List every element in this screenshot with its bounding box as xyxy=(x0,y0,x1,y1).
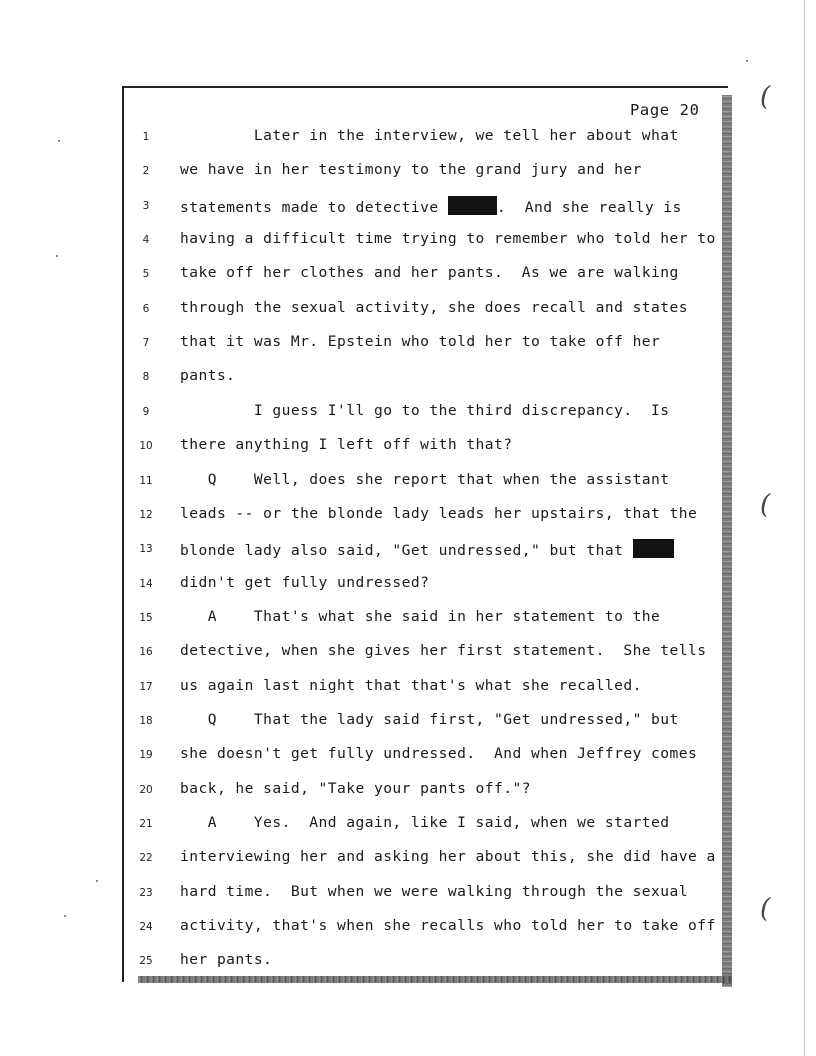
line-text-segment: Q Well, does she report that when the assistant xyxy=(180,470,670,488)
line-text xyxy=(180,196,682,216)
line-number: 10 xyxy=(139,440,153,453)
transcript-line xyxy=(0,466,816,500)
line-text-segment: through the sexual activity, she does recall and states xyxy=(180,298,688,316)
line-text-segment: didn't get fully undressed? xyxy=(180,573,430,591)
line-text-segment: . And she really is xyxy=(497,198,682,216)
line-text xyxy=(180,917,716,934)
scan-speck xyxy=(746,60,748,62)
transcript-line xyxy=(0,603,816,637)
line-text-segment: detective, when she gives her first statement. She tells xyxy=(180,642,707,660)
transcript-line xyxy=(0,672,816,706)
line-text xyxy=(180,883,688,900)
line-text-segment: pants. xyxy=(180,367,236,385)
line-number: 14 xyxy=(139,577,153,590)
line-text xyxy=(180,951,272,968)
line-text-segment: blonde lady also said, "Get undressed," but that xyxy=(180,542,633,560)
line-number: 24 xyxy=(139,921,153,934)
line-text-segment: take off her clothes and her pants. As we are walking xyxy=(180,264,679,282)
line-text xyxy=(180,711,679,728)
line-text xyxy=(180,814,670,831)
transcript-line xyxy=(0,637,816,671)
line-text xyxy=(180,333,660,350)
line-number: 3 xyxy=(142,199,150,212)
line-number: 20 xyxy=(139,783,153,796)
transcript-line xyxy=(0,225,816,259)
line-text-segment: I guess I'll go to the third discrepancy. Is xyxy=(180,401,670,419)
line-text-segment: back, he said, "Take your pants off."? xyxy=(180,779,531,797)
line-number: 19 xyxy=(139,749,153,762)
line-text xyxy=(180,745,697,762)
transcript-line xyxy=(0,843,816,877)
line-number: 12 xyxy=(139,508,153,521)
line-text xyxy=(180,367,235,384)
line-number: 1 xyxy=(142,131,150,143)
transcript-line xyxy=(0,259,816,293)
line-number: 4 xyxy=(142,234,150,247)
line-text-segment: activity, that's when she recalls who told her to take off xyxy=(180,917,716,935)
line-number: 18 xyxy=(139,714,153,727)
line-number: 17 xyxy=(139,680,153,693)
line-number: 23 xyxy=(139,886,153,899)
line-number: 21 xyxy=(139,818,153,830)
transcript-line xyxy=(0,740,816,774)
transcript-line xyxy=(0,878,816,912)
line-text xyxy=(180,471,670,488)
transcript-line xyxy=(0,397,816,431)
transcript-line xyxy=(0,122,816,156)
line-text-segment: Later in the interview, we tell her about what xyxy=(180,127,679,144)
transcript-line xyxy=(0,431,816,465)
scan-speck xyxy=(56,255,58,257)
line-text xyxy=(180,505,697,522)
line-number: 11 xyxy=(139,474,153,487)
line-text-segment: A That's what she said in her statement to the xyxy=(180,607,661,625)
line-text-segment: statements made to detective xyxy=(180,198,448,216)
margin-mark: ( xyxy=(760,490,771,520)
line-text xyxy=(180,436,513,453)
line-text xyxy=(180,264,679,281)
transcript-line xyxy=(0,946,816,980)
line-text xyxy=(180,677,642,694)
line-number: 6 xyxy=(142,302,150,315)
scan-speck xyxy=(58,140,60,142)
line-number: 16 xyxy=(139,646,153,659)
scan-speck xyxy=(64,915,66,917)
transcript-line xyxy=(0,156,816,190)
line-text xyxy=(180,539,674,559)
transcript-line xyxy=(0,191,816,225)
line-text xyxy=(180,642,706,659)
line-number: 5 xyxy=(142,268,150,281)
line-text xyxy=(180,574,429,591)
transcript-line xyxy=(0,569,816,603)
line-text-segment: her pants. xyxy=(180,951,273,969)
line-text-segment: Q That the lady said first, "Get undressed," but xyxy=(180,710,679,728)
line-text xyxy=(180,402,670,419)
line-text-segment: hard time. But when we were walking through the sexual xyxy=(180,882,688,900)
line-text xyxy=(180,848,716,865)
scan-speck xyxy=(96,880,98,882)
line-text xyxy=(180,608,660,625)
line-text-segment: she doesn't get fully undressed. And when Jeffrey comes xyxy=(180,745,698,763)
line-number: 8 xyxy=(142,371,150,384)
line-text xyxy=(180,780,531,797)
transcript-line xyxy=(0,328,816,362)
line-text-segment: interviewing her and asking her about this, she did have a xyxy=(180,848,716,866)
line-text xyxy=(180,127,679,144)
margin-mark: ( xyxy=(760,894,771,924)
transcript-line xyxy=(0,362,816,396)
line-text-segment: leads -- or the blonde lady leads her upstairs, that the xyxy=(180,504,698,522)
redaction-box xyxy=(448,196,497,215)
line-text xyxy=(180,230,716,247)
line-text xyxy=(180,161,642,178)
line-text-segment: we have in her testimony to the grand jury and her xyxy=(180,161,642,179)
line-number: 9 xyxy=(142,405,150,418)
transcript-line xyxy=(0,500,816,534)
line-text-segment: us again last night that that's what she recalled. xyxy=(180,676,642,694)
redaction-box xyxy=(633,539,674,558)
transcript-line xyxy=(0,775,816,809)
line-number: 25 xyxy=(139,955,153,968)
line-number: 2 xyxy=(142,165,150,178)
line-number: 15 xyxy=(139,611,153,624)
transcript-line xyxy=(0,294,816,328)
line-text-segment: that it was Mr. Epstein who told her to take off her xyxy=(180,333,661,351)
line-text-segment: A Yes. And again, like I said, when we started xyxy=(180,814,670,831)
transcript-line xyxy=(0,706,816,740)
transcript-line xyxy=(0,534,816,568)
transcript-line xyxy=(0,809,816,843)
line-number: 7 xyxy=(142,337,150,350)
line-text xyxy=(180,299,688,316)
transcript-line xyxy=(0,912,816,946)
line-text-segment: having a difficult time trying to remember who told her to xyxy=(180,230,716,248)
line-text-segment: there anything I left off with that? xyxy=(180,436,513,454)
line-number: 13 xyxy=(139,543,153,556)
line-number: 22 xyxy=(139,852,153,865)
margin-mark: ( xyxy=(760,82,771,112)
page-number: Page 20 xyxy=(630,101,700,119)
